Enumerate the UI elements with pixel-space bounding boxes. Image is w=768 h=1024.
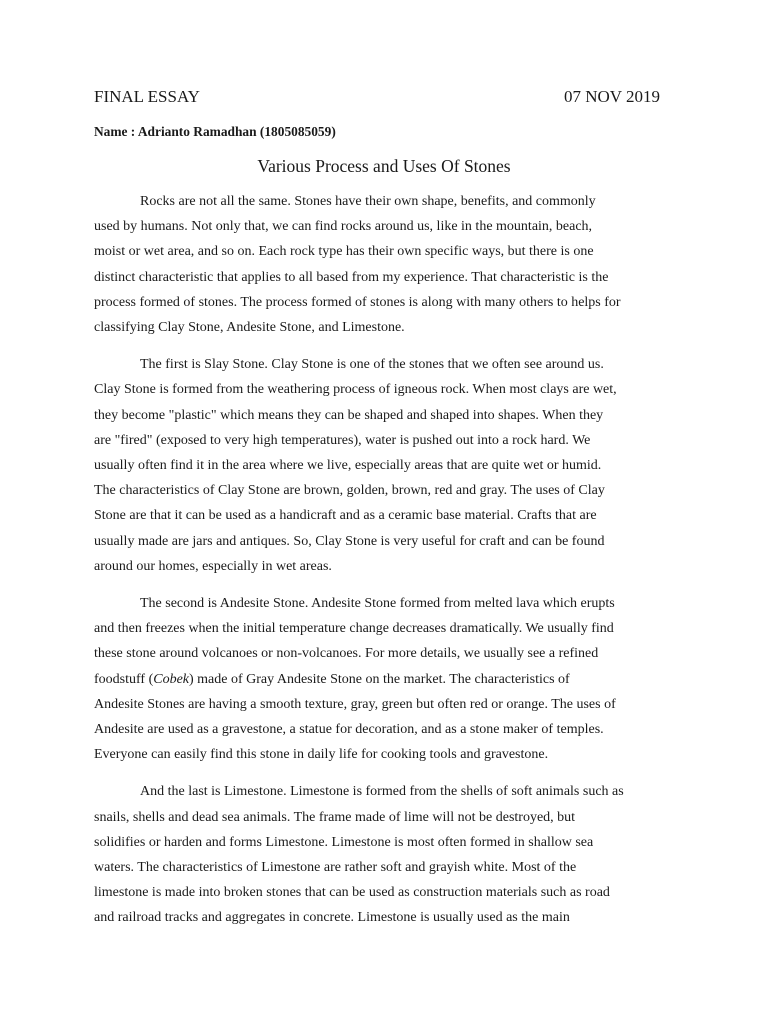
paragraph [94, 189, 674, 340]
text-line: And the last is Limestone. Limestone is formed from the shells of soft animals such as [140, 784, 624, 800]
text-line: usually made are jars and antiques. So, Clay Stone is very useful for craft and can be found [94, 533, 605, 549]
text-line: The characteristics of Clay Stone are brown, golden, brown, red and gray. The uses of Clay [94, 483, 605, 499]
text-line: limestone is made into broken stones that can be used as construction materials such as road [94, 885, 610, 901]
text-line: Stone are that it can be used as a handicraft and as a ceramic base material. Crafts that are [94, 508, 597, 524]
text-line: and railroad tracks and aggregates in concrete. Limestone is usually used as the main [94, 910, 570, 926]
text-line: used by humans. Not only that, we can find rocks around us, like in the mountain, beach, [94, 219, 593, 235]
text-line: The first is Slay Stone. Clay Stone is one of the stones that we often see around us. [140, 357, 604, 373]
paragraph [94, 779, 674, 930]
text-line: are "fired" (exposed to very high temperatures), water is pushed out into a rock hard. We [94, 432, 591, 448]
text-line: solidifies or harden and forms Limestone. Limestone is most often formed in shallow sea [94, 834, 594, 850]
text-line: Clay Stone is formed from the weathering process of igneous rock. When most clays are wet, [94, 382, 617, 398]
paragraph [94, 352, 674, 579]
text-line: these stone around volcanoes or non-volcanoes. For more details, we usually see a refined [94, 646, 599, 662]
essay-title: Various Process and Uses Of Stones [257, 156, 511, 176]
text-line: distinct characteristic that applies to all based from my experience. That characteristic is the [94, 269, 609, 285]
text-line: Everyone can easily find this stone in daily life for cooking tools and gravestone. [94, 747, 549, 763]
text-line: Andesite Stones are having a smooth texture, gray, green but often red or orange. The uses of [94, 696, 616, 712]
text-line: foodstuff (Cobek) made of Gray Andesite Stone on the market. The characteristics of [94, 671, 570, 687]
text-line: and then freezes when the initial temperature change decreases dramatically. We usually find [94, 621, 614, 637]
text-line: waters. The characteristics of Limestone are rather soft and grayish white. Most of the [94, 860, 577, 876]
student-name: Name : Adrianto Ramadhan (1805085059) [94, 124, 336, 139]
text-line: usually often find it in the area where we live, especially areas that are quite wet or humid. [94, 458, 602, 474]
text-line: snails, shells and dead sea animals. The frame made of lime will not be destroyed, but [94, 809, 576, 825]
text-line: around our homes, especially in wet areas. [94, 558, 332, 574]
essay-date: 07 NOV 2019 [563, 87, 660, 106]
text-line: moist or wet area, and so on. Each rock type has their own specific ways, but there is one [94, 244, 594, 260]
text-line: process formed of stones. The process formed of stones is along with many others to helps for [94, 294, 621, 310]
text-line: The second is Andesite Stone. Andesite Stone formed from melted lava which erupts [140, 596, 615, 612]
text-line: they become "plastic" which means they can be shaped and shaped into shapes. When they [94, 407, 604, 423]
essay-label: FINAL ESSAY [94, 87, 200, 106]
text-line: Rocks are not all the same. Stones have their own shape, benefits, and commonly [140, 194, 596, 209]
essay-header [94, 86, 660, 108]
essay-body [94, 189, 674, 943]
paragraph [94, 591, 674, 767]
text-line: Andesite are used as a gravestone, a statue for decoration, and as a stone maker of temples. [94, 722, 604, 738]
text-line: classifying Clay Stone, Andesite Stone, and Limestone. [94, 320, 405, 336]
